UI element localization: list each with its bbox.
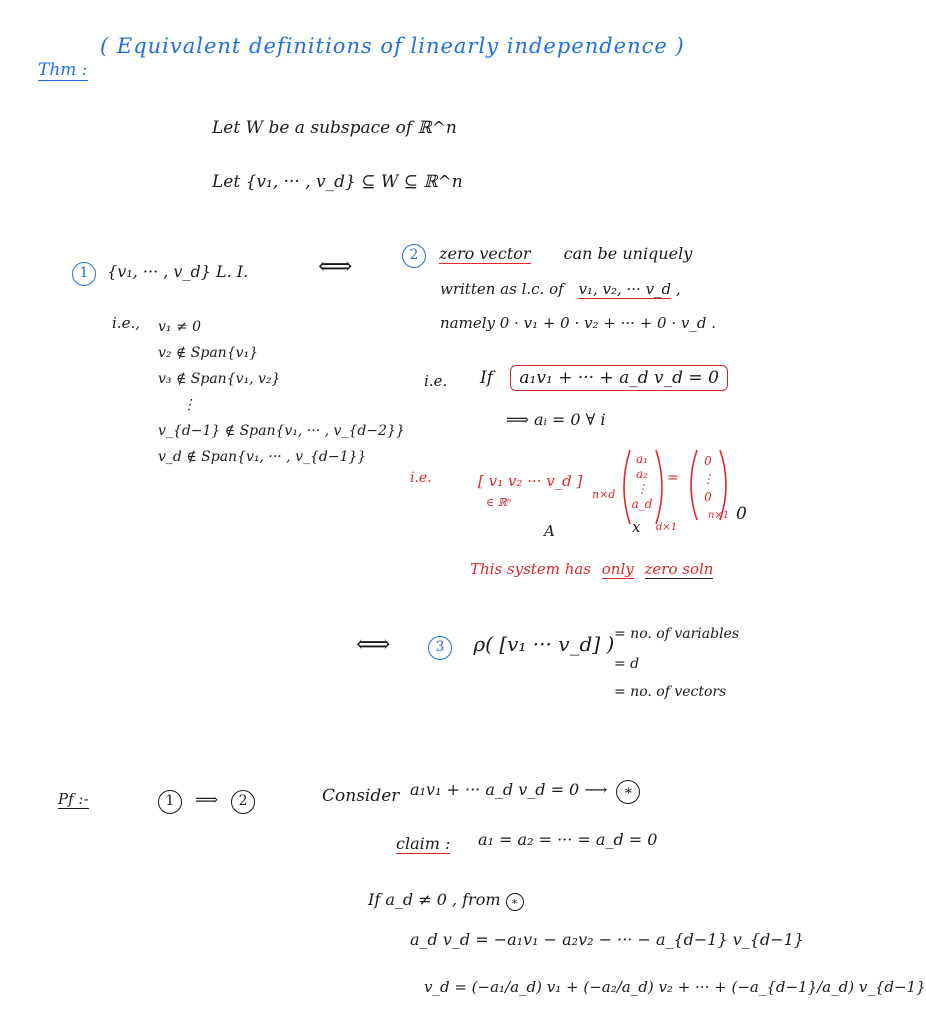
- x-entry: a₁: [636, 452, 648, 466]
- proof-step-2: v_d = (−a₁/a_d) v₁ + (−a₂/a_d) v₂ + ··· + (−a_{d−1}/a_d) v_{d−1}: [424, 978, 926, 996]
- thm-label: Thm :: [38, 60, 88, 80]
- uniquely-text: can be uniquely: [563, 244, 693, 263]
- condition-1-ie: i.e.,: [112, 314, 140, 332]
- proof-label: Pf :-: [58, 790, 89, 808]
- rank-expression: ρ( [v₁ ··· v_d] ): [473, 632, 615, 656]
- condition-2-line-3: namely 0 · v₁ + 0 · v₂ + ··· + 0 · v_d .: [440, 314, 716, 332]
- implies-arrow: ⟹: [195, 790, 219, 809]
- if-word: If: [480, 368, 494, 388]
- condition-1-item: v₃ ∉ Span{v₁, v₂}: [158, 371, 281, 387]
- system-text: This system has: [470, 560, 591, 578]
- rank-eq-3: = no. of vectors: [614, 684, 727, 700]
- nxd-label: n×d: [592, 488, 616, 501]
- written-as-text: written as l.c. of: [440, 280, 564, 298]
- rank-eq-1: = no. of variables: [614, 626, 740, 642]
- matrix-A: [ v₁ v₂ ··· v_d ]: [478, 472, 583, 490]
- label-zero: 0: [736, 504, 747, 524]
- equals-sign: =: [667, 470, 679, 486]
- zero-entry: 0: [704, 454, 712, 468]
- rank-eq-2: = d: [614, 656, 640, 672]
- label-x: x: [632, 518, 641, 536]
- zero-entry: ⋮: [702, 472, 714, 486]
- circled-number-2: 2: [231, 790, 255, 814]
- consider-equation: a₁v₁ + ··· a_d v_d = 0 ⟶ ∗: [410, 780, 640, 804]
- x-entry: ⋮: [636, 482, 648, 496]
- condition-2-ie: i.e.: [424, 372, 448, 390]
- star-icon: ∗: [506, 893, 524, 911]
- star-icon: ∗: [616, 780, 640, 804]
- setup-line-2: Let {v₁, ··· , v_d} ⊆ W ⊆ ℝ^n: [212, 172, 463, 192]
- condition-1-item: v₂ ∉ Span{v₁}: [158, 345, 259, 361]
- condition-1-item: v₁ ≠ 0: [158, 319, 202, 335]
- red-ie: i.e.: [410, 470, 432, 486]
- condition-1-item: v_d ∉ Span{v₁, ··· , v_{d−1}}: [158, 449, 367, 465]
- theorem-title: ( Equivalent definitions of linearly independence ): [100, 34, 685, 58]
- zero-entry: 0: [704, 490, 712, 504]
- circled-number-2: 2: [402, 244, 426, 268]
- nx1-label: n×1: [708, 510, 730, 521]
- if-equation-box: a₁v₁ + ··· + a_d v_d = 0: [510, 365, 727, 391]
- dx1-label: d×1: [656, 522, 678, 533]
- x-entry: a₂: [636, 467, 648, 481]
- consider-word: Consider: [322, 786, 400, 806]
- circled-number-1: 1: [72, 262, 96, 286]
- column-in-rn: ∈ ℝⁿ: [486, 496, 512, 509]
- claim-label: claim :: [396, 834, 451, 853]
- only-text: only: [601, 560, 634, 578]
- x-entry: a_d: [631, 497, 653, 511]
- setup-line-1: Let W be a subspace of ℝ^n: [212, 118, 457, 138]
- if-line: If a_d ≠ 0 , from ∗: [368, 890, 524, 911]
- circled-number-1: 1: [158, 790, 182, 814]
- condition-1-text: {v₁, ··· , v_d} L. I.: [107, 262, 249, 281]
- condition-1-item: v_{d−1} ∉ Span{v₁, ··· , v_{d−2}}: [158, 423, 405, 439]
- circled-number-3: 3: [428, 636, 452, 660]
- comma: ,: [675, 280, 681, 298]
- vectors-list: v₁, v₂, ··· v_d: [578, 280, 672, 298]
- condition-1-item: ⋮: [182, 397, 196, 413]
- zero-vector-text: zero vector: [439, 244, 531, 263]
- claim-equation: a₁ = a₂ = ··· = a_d = 0: [478, 830, 658, 849]
- iff-arrow-2: ⟺: [356, 630, 391, 658]
- implies-line: ⟹ aᵢ = 0 ∀ i: [506, 410, 606, 429]
- zero-soln-text: zero soln: [644, 560, 714, 578]
- proof-step-1: a_d v_d = −a₁v₁ − a₂v₂ − ··· − a_{d−1} v_{d−1}: [410, 930, 804, 949]
- iff-arrow-1: ⟺: [318, 252, 353, 280]
- label-A: A: [544, 522, 555, 540]
